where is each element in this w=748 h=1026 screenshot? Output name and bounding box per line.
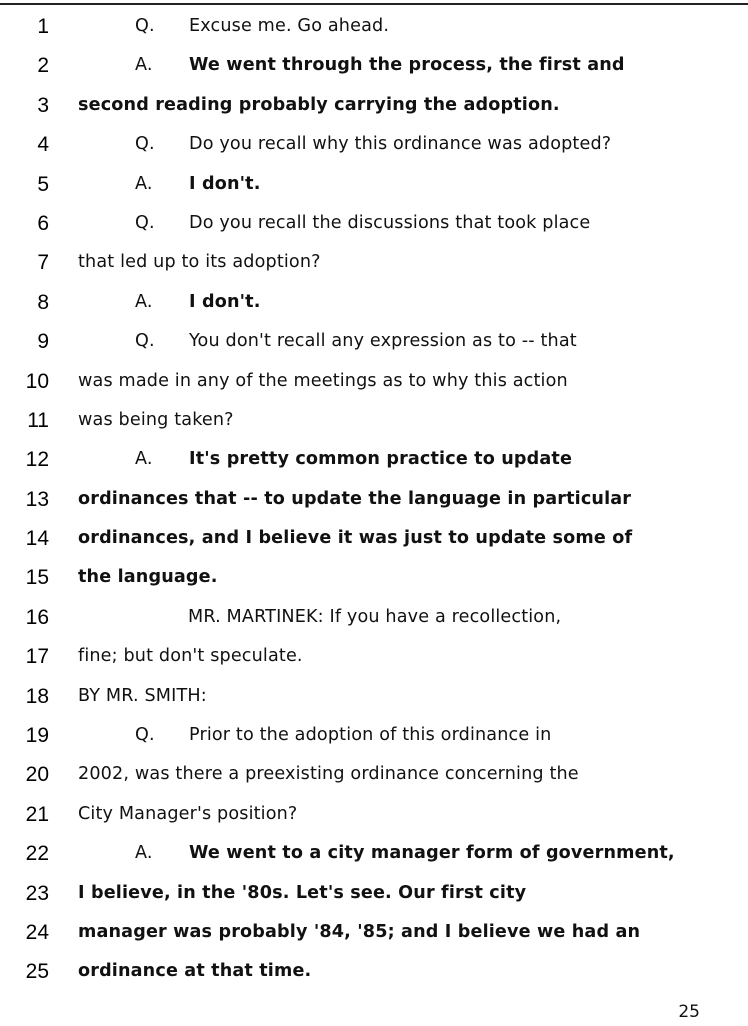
question-marker: Q. [135,134,155,155]
answer-marker: A. [135,173,153,194]
transcript-line [0,676,748,715]
colloquy-continuation: fine; but don't speculate. [78,646,303,667]
transcript-line [0,873,748,912]
answer-continuation: I believe, in the '80s. Let's see. Our first city [78,882,527,903]
transcript-line [0,45,748,84]
line-number: 14 [25,527,49,551]
line-number: 18 [25,684,49,708]
answer-marker: A. [135,55,153,76]
line-number: 10 [25,369,49,393]
question-text: You don't recall any expression as to -- that [189,331,577,352]
question-line [135,213,590,233]
question-text: Do you recall why this ordinance was adopted? [189,134,612,155]
line-number: 15 [25,566,49,590]
transcript-line [0,242,748,281]
answer-line [135,292,261,312]
transcript-line [0,203,748,242]
transcript-line [0,164,748,203]
line-number: 11 [27,408,49,432]
question-marker: Q. [135,331,155,352]
answer-text: It's pretty common practice to update [189,449,573,470]
line-number: 17 [25,645,49,669]
answer-continuation: second reading probably carrying the adoption. [78,94,560,115]
transcript-line [0,282,748,321]
top-rule [0,3,748,5]
examiner-heading: BY MR. SMITH: [78,685,207,706]
answer-line [135,843,675,863]
line-number: 8 [37,290,49,314]
line-number: 4 [37,133,49,157]
answer-line [135,174,261,194]
answer-line [135,55,625,75]
line-number: 3 [37,93,49,117]
answer-line [135,449,572,469]
transcript-line [0,754,748,793]
transcript-line [0,400,748,439]
question-line [135,331,577,351]
line-number: 5 [37,172,49,196]
answer-continuation: ordinances, and I believe it was just to update some of [78,528,633,549]
question-continuation: was being taken? [78,409,234,430]
transcript-line [0,85,748,124]
question-continuation: that led up to its adoption? [78,252,321,273]
transcript-line [0,439,748,478]
answer-marker: A. [135,843,153,864]
line-number: 23 [25,881,49,905]
transcript-line [0,557,748,596]
transcript-line [0,597,748,636]
line-number: 13 [25,487,49,511]
answer-marker: A. [135,291,153,312]
answer-continuation: the language. [78,567,218,588]
line-number: 7 [37,251,49,275]
transcript-line [0,636,748,675]
transcript-line [0,794,748,833]
colloquy-line: MR. MARTINEK: If you have a recollection, [188,606,562,627]
question-continuation: 2002, was there a preexisting ordinance concerning the [78,764,579,785]
answer-continuation: ordinance at that time. [78,961,312,982]
answer-marker: A. [135,449,153,470]
line-number: 9 [37,330,49,354]
question-continuation: City Manager's position? [78,803,298,824]
answer-text: We went to a city manager form of government, [189,843,675,864]
question-marker: Q. [135,16,155,36]
line-number: 25 [25,960,49,984]
transcript-body [0,6,748,991]
line-number: 2 [37,54,49,78]
line-number: 1 [37,15,49,38]
line-number: 22 [25,842,49,866]
question-marker: Q. [135,725,155,746]
line-number: 21 [25,802,49,826]
question-text: Do you recall the discussions that took place [189,212,591,233]
line-number: 19 [25,724,49,748]
answer-continuation: manager was probably '84, '85; and I believe we had an [78,921,641,942]
answer-text: I don't. [189,173,261,194]
transcript-line [0,715,748,754]
answer-continuation: ordinances that -- to update the language in particular [78,488,632,509]
transcript-line [0,518,748,557]
transcript-line [0,951,748,990]
transcript-line [0,912,748,951]
transcript-line [0,124,748,163]
transcript-line [0,321,748,360]
line-number: 6 [37,211,49,235]
question-line [135,16,389,36]
page-number: 25 [678,1002,700,1022]
answer-text: We went through the process, the first and [189,55,625,76]
line-number: 24 [25,920,49,944]
question-continuation: was made in any of the meetings as to why this action [78,370,568,391]
line-number: 16 [25,605,49,629]
question-line [135,134,611,154]
question-marker: Q. [135,212,155,233]
question-text: Prior to the adoption of this ordinance in [189,725,552,746]
transcript-line [0,6,748,45]
line-number: 20 [25,763,49,787]
transcript-line [0,833,748,872]
question-line [135,725,551,745]
transcript-line [0,361,748,400]
answer-text: I don't. [189,291,261,312]
question-text: Excuse me. Go ahead. [189,16,390,36]
transcript-line [0,479,748,518]
line-number: 12 [25,448,49,472]
